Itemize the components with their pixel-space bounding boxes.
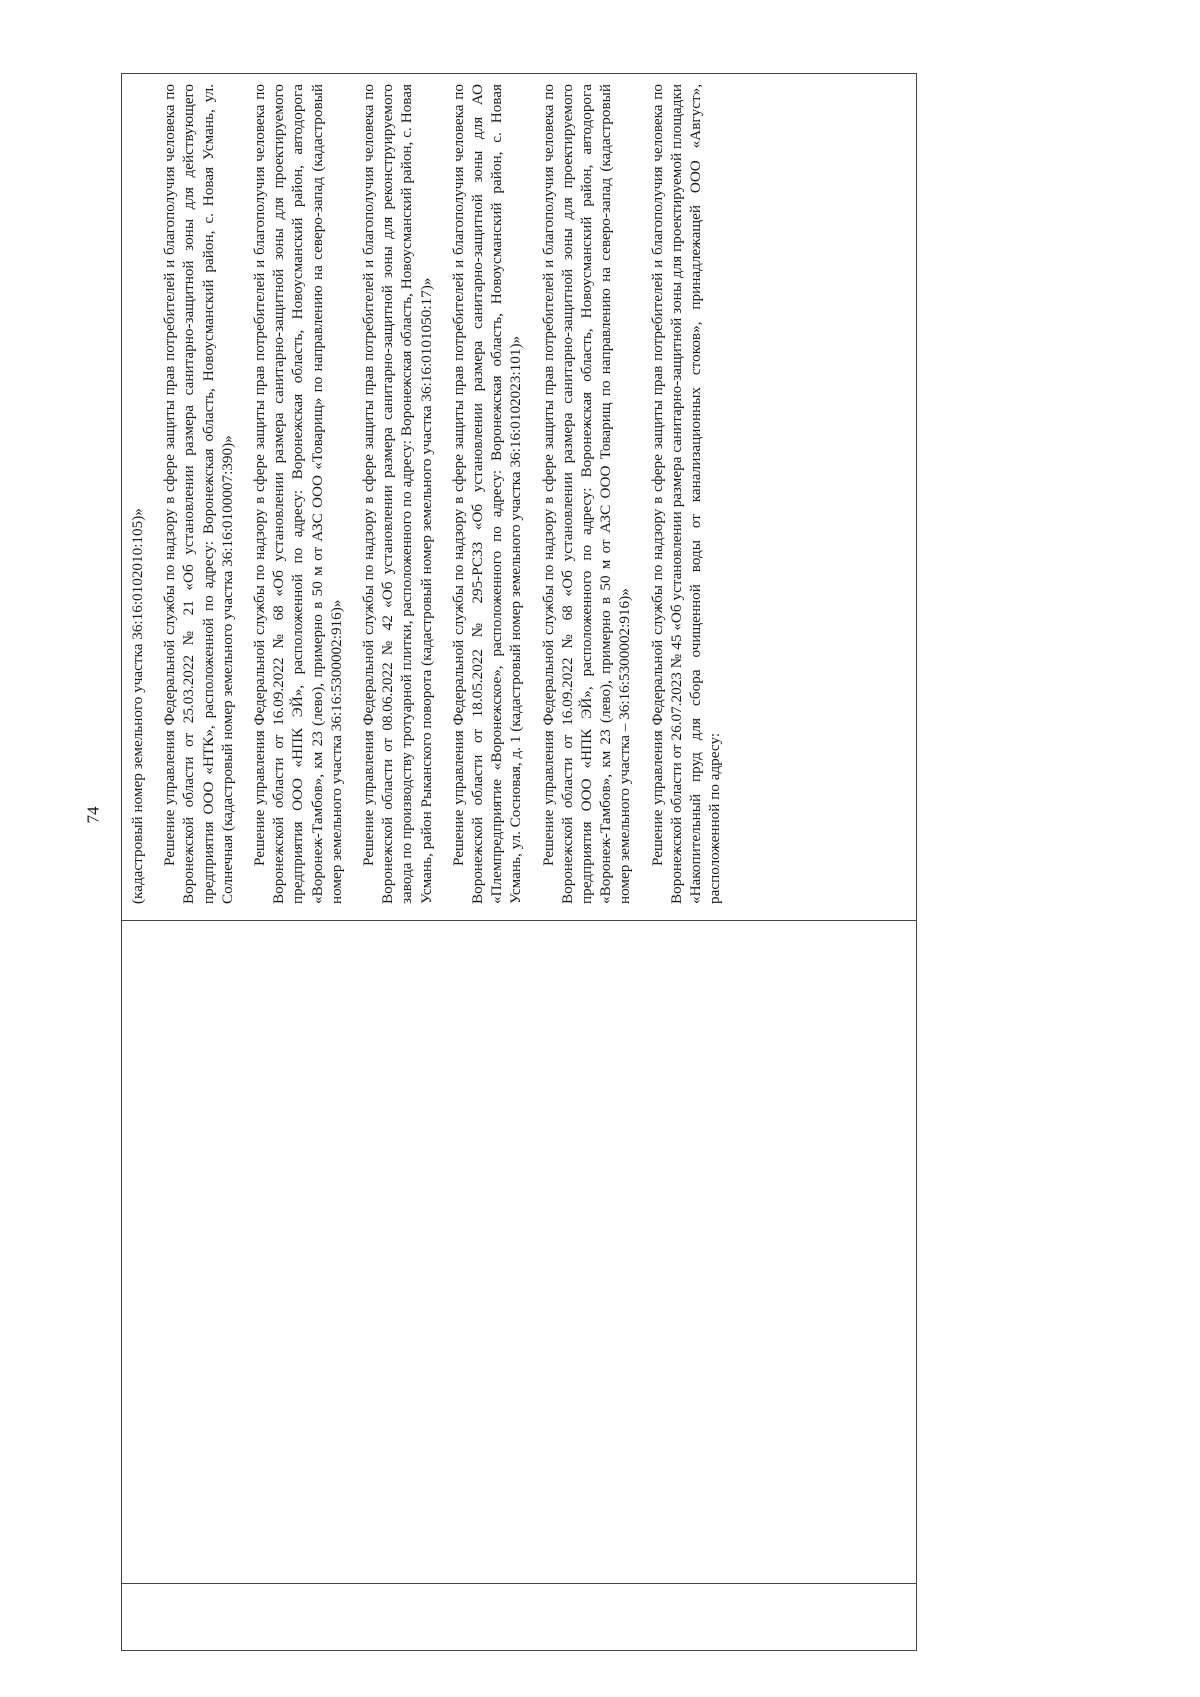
table-cell-number <box>122 1584 917 1651</box>
page-number: 74 <box>83 806 103 824</box>
document-entry: Решение управления Федеральной службы по надзору в сфере защиты прав потребителей и благополучия человека по Воронежской области от 08.06.2022 № 42 «Об установлении размера санитарно-защитной зоны для реконструируемого завода по производству тротуарной плитки, расположенного по адресу: Воронежская область, Новоусманский район, с. Новая Усмань, район Рыканского поворота (кадастровый номер земельного участка 36:16:0101050:17)» <box>360 84 435 904</box>
document-entry: Решение управления Федеральной службы по надзору в сфере защиты прав потребителей и благополучия человека по Воронежской области от 25.03.2022 № 21 «Об установлении размера санитарно-защитной зоны для действующего предприятия ООО «НТК», расположенной по адресу: Воронежская область, Новоусманский район, с. Новая Усмань, ул. Солнечная (кадастровый номер земельного участка 36:16:0100007:390)» <box>161 84 236 904</box>
table-cell-name <box>122 921 917 1584</box>
document-entry: Решение управления Федеральной службы по надзору в сфере защиты прав потребителей и благополучия человека по Воронежской области от 16.09.2022 № 68 «Об установлении размера санитарно-защитной зоны для проектируемого предприятия ООО «НПК ЭЙ», расположенного по адресу: Воронежская область, Новоусманский район, автодорога «Воронеж-Тамбов», км 23 (лево), примерно в 50 м от АЗС ООО Товарищ по направлению на северо-запад (кадастровый номер земельного участка – 36:16:5300002:916)» <box>539 84 634 904</box>
table-cell-documents <box>122 74 917 921</box>
document-sheet <box>121 84 917 1651</box>
document-entry: Решение управления Федеральной службы по надзору в сфере защиты прав потребителей и благополучия человека по Воронежской области от 26.07.2023 № 45 «Об установлении размера санитарно-защитной зоны для проектируемой площадки «Накопительный пруд для сбора очищенной воды от канализационных стоков», принадлежащей ООО «Август», расположенной по адресу: <box>648 84 724 904</box>
document-entry: Решение управления Федеральной службы по надзору в сфере защиты прав потребителей и благополучия человека по Воронежской области от 16.09.2022 № 68 «Об установлении размера санитарно-защитной зоны для проектируемого предприятия ООО «НПК ЭЙ», расположенной по адресу: Воронежская область, Новоусманский район, автодорога «Воронеж-Тамбов», км 23 (лево), примерно в 50 м от АЗС ООО «Товарищ» по направлению на северо-запад (кадастровый номер земельного участка 36:16:5300002:916)» <box>251 84 345 904</box>
table-row <box>122 74 917 1651</box>
document-table <box>121 73 917 1651</box>
rotated-table-wrapper <box>121 84 917 1651</box>
document-entry: Решение управления Федеральной службы по надзору в сфере защиты прав потребителей и благополучия человека по Воронежской области от 18.05.2022 № 295-РСЗЗ «Об установлении размера санитарно-защитной зоны для АО «Племпредприятие «Воронежское», расположенного по адресу: Воронежская область, Новоусманский район, с. Новая Усмань, ул. Сосновая, д. 1 (кадастровый номер земельного участка 36:16:0102023:101)» <box>449 84 525 904</box>
document-entry: (кадастровый номер земельного участка 36:16:0102010:105)» <box>129 508 146 904</box>
